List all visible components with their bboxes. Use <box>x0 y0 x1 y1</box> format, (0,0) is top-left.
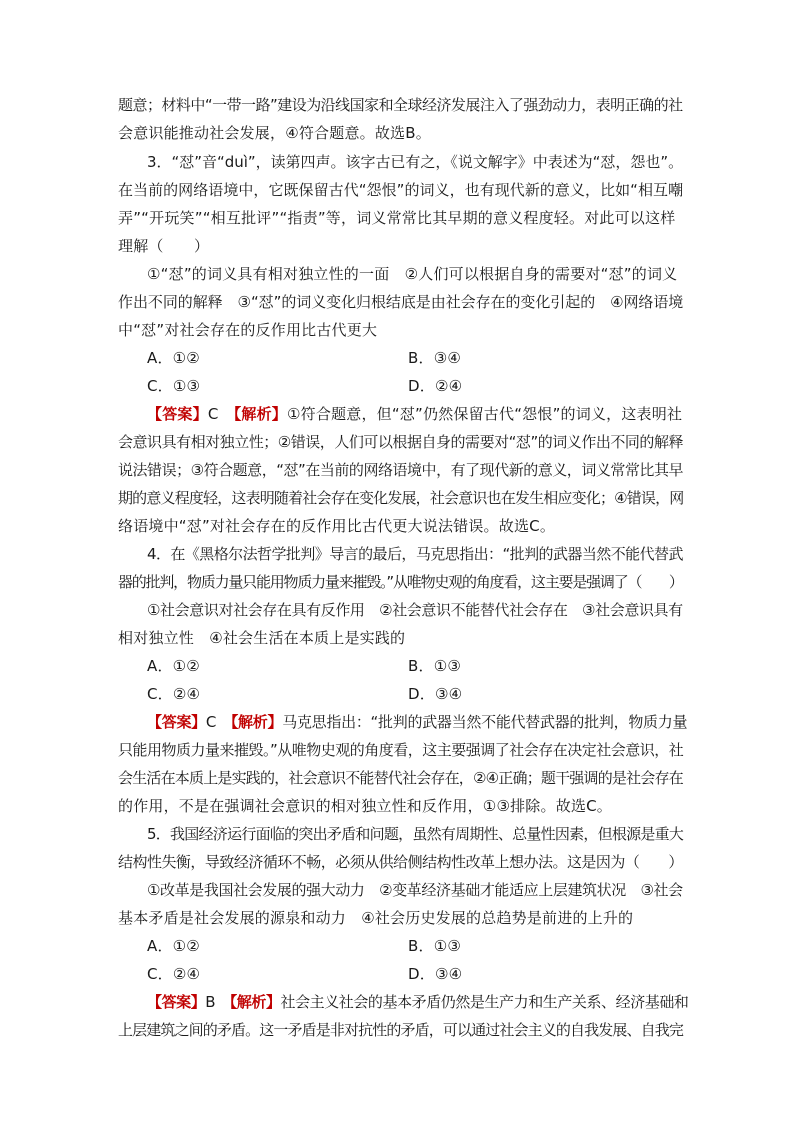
option-b: B．①③ <box>408 937 461 955</box>
option-b: B．③④ <box>408 349 461 367</box>
option-a: A．①② <box>147 657 200 675</box>
answer-tag: 【答案】 <box>147 405 208 423</box>
option-a: A．①② <box>147 937 200 955</box>
text-line: 说法错误；③符合题意，“怼”在当前的网络语境中，有了现代新的意义，词义常常比其早 <box>118 461 683 479</box>
text-line: 络语境中“怼”对社会存在的反作用比古代更大说法错误。故选C。 <box>118 517 556 535</box>
answer-value: C <box>207 405 219 423</box>
answer-tag: 【答案】 <box>147 713 206 731</box>
text-line: 基本矛盾是社会发展的源泉和动力 ④社会历史发展的总趋势是前进的上升的 <box>118 909 634 927</box>
text-line: 相对独立性 ④社会生活在本质上是实践的 <box>118 629 406 647</box>
answer-line <box>147 992 688 1012</box>
text-line: 题意；材料中“一带一路”建设为沿线国家和全球经济发展注入了强劲动力，表明正确的社 <box>118 96 683 114</box>
option-a: A．①② <box>147 349 200 367</box>
option-c: C．②④ <box>147 685 201 703</box>
option-d: D．③④ <box>408 685 463 703</box>
option-c: C．②④ <box>147 965 201 983</box>
analysis-tag: 【解析】 <box>230 713 283 731</box>
answer-value: C <box>205 713 217 731</box>
question-3-statements: ①“怼”的词义具有相对独立性的一面 ②人们可以根据自身的需要对“怼”的词义 <box>147 265 678 283</box>
answer-value: B <box>205 993 216 1011</box>
text-line: 结构性失衡，导致经济循环不畅，必须从供给侧结构性改革上想办法。这是因为（ ） <box>118 853 683 871</box>
answer-line <box>147 712 687 732</box>
analysis-text: 社会主义社会的基本矛盾仍然是生产力和生产关系、经济基础和 <box>280 993 689 1011</box>
option-d: D．②④ <box>408 377 463 395</box>
text-line: 只能用物质力量来摧毁。”从唯物史观的角度看，这主要强调了社会存在决定社会意识，社 <box>118 741 684 759</box>
question-5-statements: ①改革是我国社会发展的强大动力 ②变革经济基础才能适应上层建筑状况 ③社会 <box>147 881 683 899</box>
answer-line <box>147 404 682 424</box>
option-d: D．③④ <box>408 965 463 983</box>
answer-tag: 【答案】 <box>147 993 206 1011</box>
text-line: 弄”“开玩笑”“相互批评”“指责”等，词义常常比其早期的意义程度轻。对此可以这样 <box>118 209 676 227</box>
analysis-tag: 【解析】 <box>233 405 288 423</box>
text-line: 会生活在本质上是实践的，社会意识不能替代社会存在，②④正确；题干强调的是社会存在 <box>118 769 683 787</box>
text-line: 理解（ ） <box>118 237 210 255</box>
option-c: C．①③ <box>147 377 201 395</box>
analysis-text: 马克思指出：“批判的武器当然不能代替武器的批判，物质力量 <box>282 713 688 731</box>
question-3-stem: 3．“怼”音“duì”，读第四声。该字古已有之，《说文解字》中表述为“怼，怨也”。 <box>147 153 684 171</box>
analysis-text: ①符合题意，但“怼”仍然保留古代“怨恨”的词义，这表明社 <box>287 405 683 423</box>
text-line: 会意识能推动社会发展，④符合题意。故选B。 <box>118 124 431 142</box>
text-line: 的作用，不是在强调社会意识的相对独立性和反作用，①③排除。故选C。 <box>118 797 612 815</box>
analysis-tag: 【解析】 <box>229 993 281 1011</box>
text-line: 在当前的网络语境中，它既保留古代“怨恨”的词义，也有现代新的意义，比如“相互嘲 <box>118 181 684 199</box>
question-4-stem: 4．在《黑格尔法哲学批判》导言的最后，马克思指出：“批判的武器当然不能代替武 <box>147 545 683 563</box>
text-line: 器的批判，物质力量只能用物质力量来摧毁。”从唯物史观的角度看，这主要是强调了（ ） <box>118 573 683 591</box>
option-b: B．①③ <box>408 657 461 675</box>
text-line: 期的意义程度轻，这表明随着社会存在变化发展，社会意识也在发生相应变化；④错误，网 <box>118 489 684 507</box>
text-line: 上层建筑之间的矛盾。这一矛盾是非对抗性的矛盾，可以通过社会主义的自我发展、自我完 <box>118 1021 684 1039</box>
text-line: 中“怼”对社会存在的反作用比古代更大 <box>118 321 378 339</box>
question-4-statements: ①社会意识对社会存在具有反作用 ②社会意识不能替代社会存在 ③社会意识具有 <box>147 601 683 619</box>
text-line: 会意识具有相对独立性；②错误，人们可以根据自身的需要对“怼”的词义作出不同的解释 <box>118 433 683 451</box>
text-line: 作出不同的解释 ③“怼”的词义变化归根结底是由社会存在的变化引起的 ④网络语境 <box>118 293 684 311</box>
question-5-stem: 5．我国经济运行面临的突出矛盾和问题，虽然有周期性、总量性因素，但根源是重大 <box>147 825 684 843</box>
